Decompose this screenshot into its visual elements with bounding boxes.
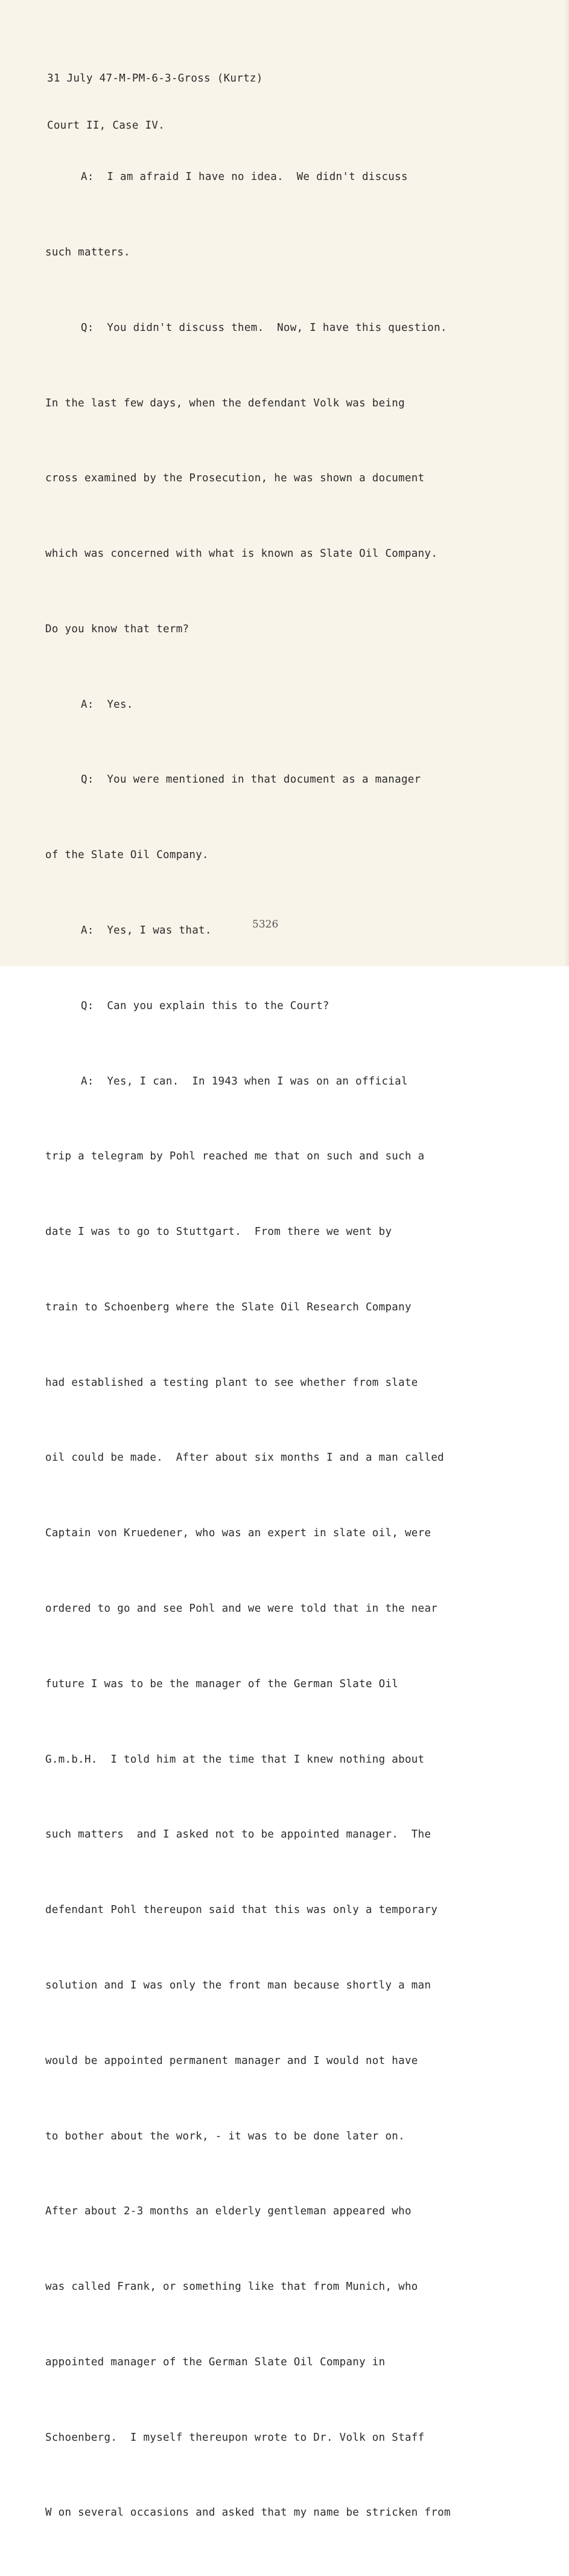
transcript-line: ordered to go and see Pohl and we were told that in the near xyxy=(45,1603,438,1615)
transcript-line: After about 2-3 months an elderly gentleman appeared who xyxy=(45,2205,412,2218)
transcript-line: Q: Can you explain this to the Court? xyxy=(81,999,329,1012)
transcript-line: cross examined by the Prosecution, he was shown a document xyxy=(45,472,425,485)
transcript-line: was called Frank, or something like that from Munich, who xyxy=(45,2281,418,2293)
transcript-line: such matters and I asked not to be appointed manager. The xyxy=(45,1828,431,1841)
transcript-body xyxy=(45,115,451,2576)
header-line-1: 31 July 47-M-PM-6-3-Gross (Kurtz) xyxy=(47,72,263,85)
transcript-line: Do you know that term? xyxy=(45,623,189,635)
transcript-line: solution and I was only the front man because shortly a man xyxy=(45,1979,431,1991)
transcript-line: Q: You didn't discuss them. Now, I have this question. xyxy=(81,321,447,334)
transcript-line: date I was to go to Stuttgart. From there we went by xyxy=(45,1226,392,1238)
transcript-line: trip a telegram by Pohl reached me that on such and such a xyxy=(45,1150,425,1163)
transcript-line: A: Yes, I was that. xyxy=(81,924,212,937)
transcript-line: which was concerned with what is known as Slate Oil Company. xyxy=(45,548,438,560)
transcript-line: future I was to be the manager of the German Slate Oil xyxy=(45,1677,399,1690)
page-edge-shadow xyxy=(564,0,569,966)
header-line-2: Court II, Case IV. xyxy=(47,120,165,132)
transcript-line: A: Yes, I can. In 1943 when I was on an official xyxy=(81,1075,408,1088)
transcript-line: appointed manager of the German Slate Oil Company in xyxy=(45,2356,386,2368)
transcript-line: of the Slate Oil Company. xyxy=(45,849,209,862)
transcript-line: to bother about the work, - it was to be done later on. xyxy=(45,2130,405,2142)
transcript-line: W on several occasions and asked that my name be stricken from xyxy=(45,2507,451,2519)
transcript-line: would be appointed permanent manager and I would not have xyxy=(45,2054,418,2067)
transcript-line: such matters. xyxy=(45,246,130,258)
transcript-line: Q: You were mentioned in that document as a manager xyxy=(81,774,421,786)
transcript-line: train to Schoenberg where the Slate Oil Research Company xyxy=(45,1301,412,1313)
transcript-line: oil could be made. After about six months I and a man called xyxy=(45,1452,444,1464)
transcript-line: defendant Pohl thereupon said that this was only a temporary xyxy=(45,1904,438,1917)
transcript-line: G.m.b.H. I told him at the time that I knew nothing about xyxy=(45,1753,425,1766)
transcript-line: In the last few days, when the defendant Volk was being xyxy=(45,397,405,409)
transcript-line: A: I am afraid I have no idea. We didn't discuss xyxy=(81,171,408,184)
transcript-line: Captain von Kruedener, who was an expert in slate oil, were xyxy=(45,1527,431,1540)
transcript-line: A: Yes. xyxy=(81,698,133,711)
transcript-line: Schoenberg. I myself thereupon wrote to Dr. Volk on Staff xyxy=(45,2431,425,2444)
page-number: 5326 xyxy=(252,918,279,931)
transcript-line: had established a testing plant to see whether from slate xyxy=(45,1376,418,1389)
